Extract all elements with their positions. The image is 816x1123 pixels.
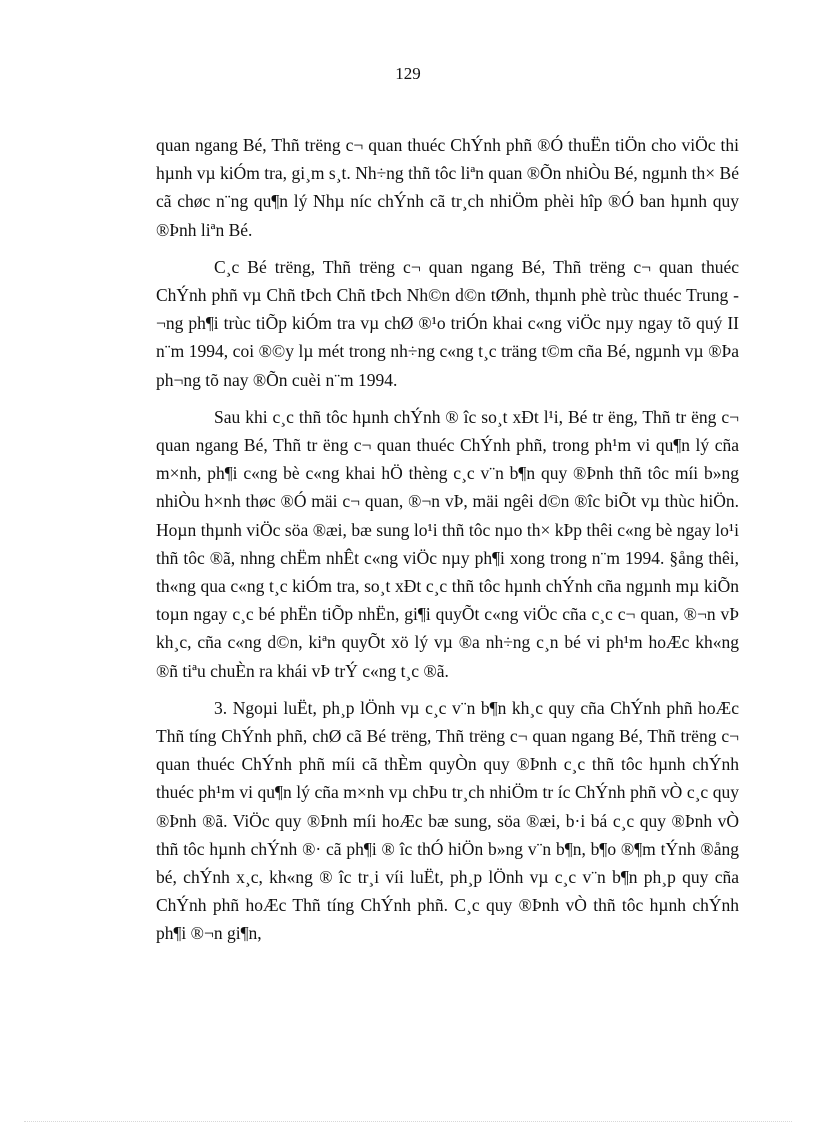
paragraph-4: 3. Ngoµi luËt, ph¸p lÖnh vµ c¸c v¨n b¶n kh¸c quy cña ChÝnh phñ hoÆc Thñ tíng ChÝnh phñ, chØ cã Bé trëng, Thñ trëng c¬ quan ngang Bé, Thñ trëng c¬ quan thuéc ChÝnh phñ míi cã thÈm quyÒn quy ®Þnh c¸c thñ tôc hµnh chÝnh thuéc ph¹m vi qu¶n lý cña m×nh vµ chÞu tr¸ch nhiÖm tr íc ChÝnh phñ vÒ c¸c quy ®Þnh ®ã. ViÖc quy ®Þnh míi hoÆc bæ sung, söa ®æi, b·i bá c¸c quy ®Þnh vÒ thñ tôc hµnh chÝnh ®· cã ph¶i ® îc thÓ hiÖn b»ng v¨n b¶n, b¶o ®¶m tÝnh ®ång bé, chÝnh x¸c, kh«ng ® îc tr¸i víi luËt, ph¸p lÖnh vµ c¸c v¨n b¶n ph¸p quy cña ChÝnh phñ hoÆc Thñ tíng ChÝnh phñ. C¸c quy ®Þnh vÒ thñ tôc hµnh chÝnh ph¶i ®¬n gi¶n, bbox=[156, 697, 739, 944]
page-bottom-divider bbox=[24, 1121, 792, 1122]
document-body bbox=[156, 131, 739, 957]
paragraph-2: C¸c Bé trëng, Thñ trëng c¬ quan ngang Bé, Thñ trëng c¬ quan thuéc ChÝnh phñ vµ Chñ tÞch Chñ tÞch Nh©n d©n tØnh, thµnh phè trùc thuéc Trung ¬ng ph¶i trùc tiÕp kiÓm tra vµ chØ ®¹o triÓn khai c«ng viÖc nµy ngay tõ quý II n¨m 1994, coi ®©y lµ mét trong nh÷ng c«ng t¸c träng t©m cña Bé, ngµnh vµ ®Þa ph¬ng tõ nay ®Õn cuèi n¨m 1994. bbox=[156, 256, 739, 390]
paragraph-3: Sau khi c¸c thñ tôc hµnh chÝnh ® îc so¸t xÐt l¹i, Bé tr ëng, Thñ tr ëng c¬ quan ngang Bé, Thñ tr ëng c¬ quan thuéc ChÝnh phñ, trong ph¹m vi qu¶n lý cña m×nh, ph¶i c«ng bè c«ng khai hÖ thèng c¸c v¨n b¶n quy ®Þnh thñ tôc míi b»ng nhiÒu h×nh thøc ®Ó mäi c¬ quan, ®¬n vÞ, mäi ngêi d©n ®îc biÕt vµ thùc hiÖn. Hoµn thµnh viÖc söa ®æi, bæ sung lo¹i thñ tôc nµo th× kÞp thêi c«ng bè ngay lo¹i thñ tôc ®ã, nhng chËm nhÊt c«ng viÖc nµy ph¶i xong trong n¨m 1994. §ång thêi, th«ng qua c«ng t¸c kiÓm tra, so¸t xÐt c¸c thñ tôc hµnh chÝnh cña ngµnh mµ kiÕn toµn ngay c¸c bé phËn tiÕp nhËn, gi¶i quyÕt c«ng viÖc cña c¸c c¬ quan, ®¬n vÞ kh¸c, cña c«ng d©n, kiªn quyÕt xö lý vµ ®a nh÷ng c¸n bé vi ph¹m hoÆc kh«ng ®ñ tiªu chuÈn ra khái vÞ trÝ c«ng t¸c ®ã. bbox=[156, 406, 739, 681]
paragraph-1: quan ngang Bé, Thñ trëng c¬ quan thuéc ChÝnh phñ ®Ó thuËn tiÖn cho viÖc thi hµnh vµ kiÓm tra, gi¸m s¸t. Nh÷ng thñ tôc liªn quan ®Õn nhiÒu Bé, ngµnh th× Bé cã chøc n¨ng qu¶n lý Nhµ níc chÝnh cã tr¸ch nhiÖm phèi hîp ®Ó ban hµnh quy ®Þnh liªn Bé. bbox=[156, 135, 739, 240]
page-number: 129 bbox=[395, 64, 421, 83]
